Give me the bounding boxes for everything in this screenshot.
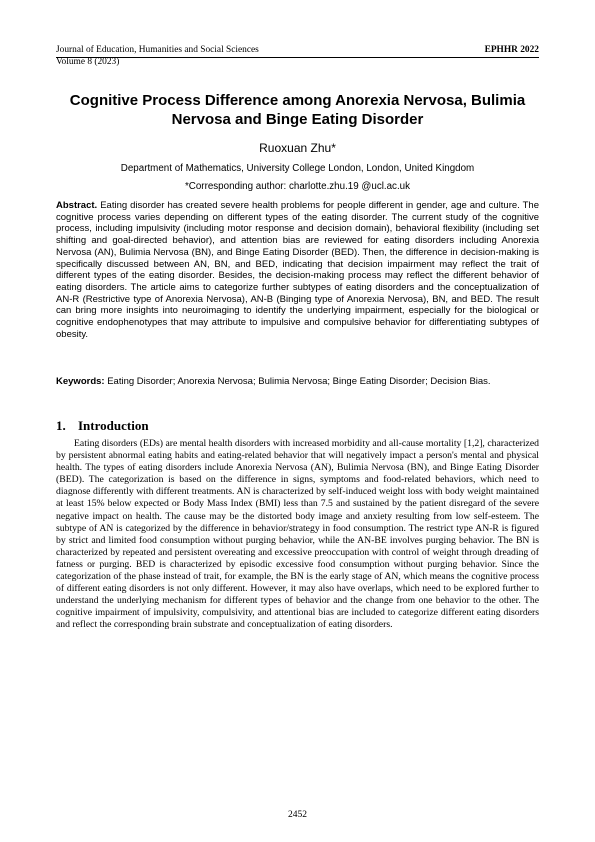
keywords-text: Eating Disorder; Anorexia Nervosa; Bulimia Nervosa; Binge Eating Disorder; Decision Bias.	[104, 376, 491, 387]
conference-abbr: EPHHR 2022	[484, 45, 539, 55]
abstract	[56, 200, 539, 340]
abstract-label: Abstract.	[56, 200, 98, 211]
section-title: Introduction	[78, 418, 149, 433]
section-number: 1.	[56, 418, 66, 433]
page-number: 2452	[288, 810, 307, 820]
header-divider	[56, 57, 539, 58]
affiliation: Department of Mathematics, University College London, London, United Kingdom	[120, 163, 475, 174]
volume-info: Volume 8 (2023)	[56, 57, 120, 67]
author-name: Ruoxuan Zhu*	[259, 141, 336, 155]
keywords-label: Keywords:	[56, 376, 105, 387]
journal-name: Journal of Education, Humanities and Social Sciences	[56, 45, 259, 55]
paper-title: Cognitive Process Difference among Anorexia Nervosa, Bulimia Nervosa and Binge Eating Disorder	[69, 92, 526, 128]
keywords	[56, 376, 539, 388]
abstract-text: Eating disorder has created severe health problems for people different in gender, age and culture. The cognitive process varies depending on different types of the eating disorder. The current study of the cognitive process, including impulsivity (including motor response and decision domain), behavioral flexibility (including set shifting and goal-directed behavior), and attention bias are reviewed for eating disorders including Anorexia Nervosa (AN), Bulimia Nervosa (BN), and Binge Eating Disorder (BED). Then, the difference in decision-making is specifically discussed between AN, BN, and BED, indicating that decision impairment may reflect the trait of different types of the eating disorder. Besides, the decision-making process may reflect the different behavior of eating disorders. The article aims to categorize further subtypes of eating disorders and the conceptualization of AN-R (Restrictive type of Anorexia Nervosa), AN-B (Binging type of Anorexia Nervosa), BN, and BED. The result can bring more insights into neuroimaging to identify the underlying impairment, especially for the biological or cognitive endophenotypes that may attribute to impulsive and compulsive behavior for differentiating subtypes of obesity.	[56, 200, 539, 340]
corresponding-author: *Corresponding author: charlotte.zhu.19 @ucl.ac.uk	[184, 181, 411, 192]
introduction-paragraph: Eating disorders (EDs) are mental health disorders with increased morbidity and all-cause mortality [1,2], characterized by persistent abnormal eating habits and eating-related behavior that will negatively impact a person's mental and physical health. The types of eating disorders include Anorexia Nervosa (AN), Bulimia Nervosa (BN), and Binge Eating Disorder (BED). The categorization is based on the difference in signs, symptoms and food-related behaviors, which need to diagnose differently with different treatments. AN is characterized by self-induced weight loss with body weight maintained at least 15% below expected or Body Mass Index (BMI) less than 7.5 and sustained by the patient disregard of the severe negative impact on health. The cause may be the distorted body image and anxiety resulting from low self-esteem. The subtype of AN is categorized by the difference in behavior/strategy in food consumption. The restrict type AN-R is figured by strict and limited food consumption without purging behavior, while the AN-BE involves purging behavior. The BN is characterized by repeated and persistent overeating and excessive preoccupation with control of weight through dreading of fatness or purging. BED is characterized by episodic excessive food consumption without purging behavior. Since the categorization of the phase instead of trait, for example, the BN is the early stage of AN, which means the cognitive process of different eating disorders is not only different. However, it may also have overlaps, which need to be explored further to understand the underlying mechanism for different types of behavior and the change from one behavior to the other. The cognitive impairment of impulsivity, compulsivity, and attentional bias are included to categorize different eating disorders and reflect the corresponding brain substrate and conceptualization of eating disorders.	[56, 438, 539, 631]
section-heading	[56, 418, 149, 434]
